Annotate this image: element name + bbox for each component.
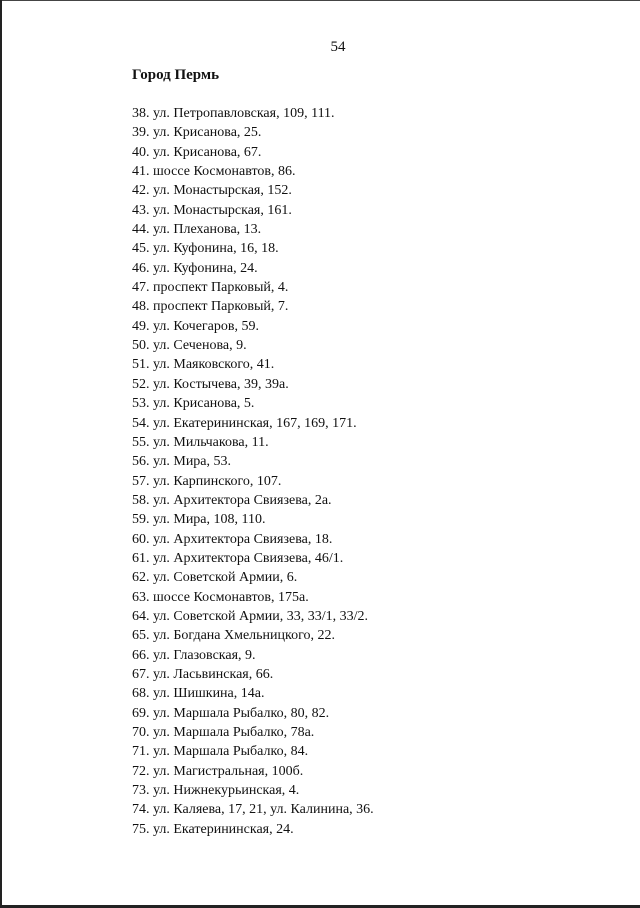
address-item: 49. ул. Кочегаров, 59. (132, 318, 259, 334)
address-item: 61. ул. Архитектора Свиязева, 46/1. (132, 550, 344, 566)
address-item: 74. ул. Каляева, 17, 21, ул. Калинина, 36. (132, 802, 374, 818)
address-item: 67. ул. Ласьвинская, 66. (132, 666, 274, 682)
address-item: 66. ул. Глазовская, 9. (132, 647, 256, 663)
address-item: 40. ул. Крисанова, 67. (132, 144, 262, 160)
address-item: 54. ул. Екатерининская, 167, 169, 171. (132, 415, 357, 431)
address-item: 56. ул. Мира, 53. (132, 454, 232, 470)
address-item: 52. ул. Костычева, 39, 39а. (132, 376, 289, 392)
section-title: Город Пермь (132, 67, 220, 83)
address-item: 75. ул. Екатерининская, 24. (132, 821, 294, 837)
address-item: 45. ул. Куфонина, 16, 18. (132, 241, 279, 257)
address-item: 50. ул. Сеченова, 9. (132, 338, 247, 354)
address-item: 60. ул. Архитектора Свиязева, 18. (132, 531, 333, 547)
address-item: 38. ул. Петропавловская, 109, 111. (132, 106, 335, 121)
address-item: 47. проспект Парковый, 4. (132, 280, 289, 296)
address-item: 39. ул. Крисанова, 25. (132, 125, 262, 141)
address-item: 41. шоссе Космонавтов, 86. (132, 164, 296, 180)
address-item: 43. ул. Монастырская, 161. (132, 202, 292, 218)
address-item: 69. ул. Маршала Рыбалко, 80, 82. (132, 705, 330, 721)
address-item: 42. ул. Монастырская, 152. (132, 183, 292, 199)
address-item: 62. ул. Советской Армии, 6. (132, 570, 298, 586)
address-item: 70. ул. Маршала Рыбалко, 78а. (132, 725, 315, 740)
address-item: 46. ул. Куфонина, 24. (132, 260, 258, 276)
scan-top-edge (0, 0, 640, 1)
address-item: 55. ул. Мильчакова, 11. (132, 434, 269, 450)
address-list (132, 104, 374, 839)
address-item: 68. ул. Шишкина, 14а. (132, 686, 265, 702)
address-item: 71. ул. Маршала Рыбалко, 84. (132, 744, 309, 760)
address-item: 59. ул. Мира, 108, 110. (132, 512, 266, 528)
address-item: 51. ул. Маяковского, 41. (132, 357, 275, 373)
address-item: 53. ул. Крисанова, 5. (132, 396, 255, 412)
address-item: 72. ул. Магистральная, 100б. (132, 763, 304, 779)
address-item: 48. проспект Парковый, 7. (132, 299, 289, 315)
address-item: 64. ул. Советской Армии, 33, 33/1, 33/2. (132, 608, 369, 624)
address-item: 57. ул. Карпинского, 107. (132, 473, 282, 489)
address-item: 73. ул. Нижнекурьинская, 4. (132, 783, 300, 799)
address-item: 65. ул. Богдана Хмельницкого, 22. (132, 628, 336, 644)
address-item: 63. шоссе Космонавтов, 175а. (132, 589, 309, 605)
address-item: 58. ул. Архитектора Свиязева, 2а. (132, 492, 332, 508)
scan-left-edge (0, 0, 2, 908)
address-item: 44. ул. Плеханова, 13. (132, 222, 262, 238)
page-number: 54 (330, 39, 346, 55)
